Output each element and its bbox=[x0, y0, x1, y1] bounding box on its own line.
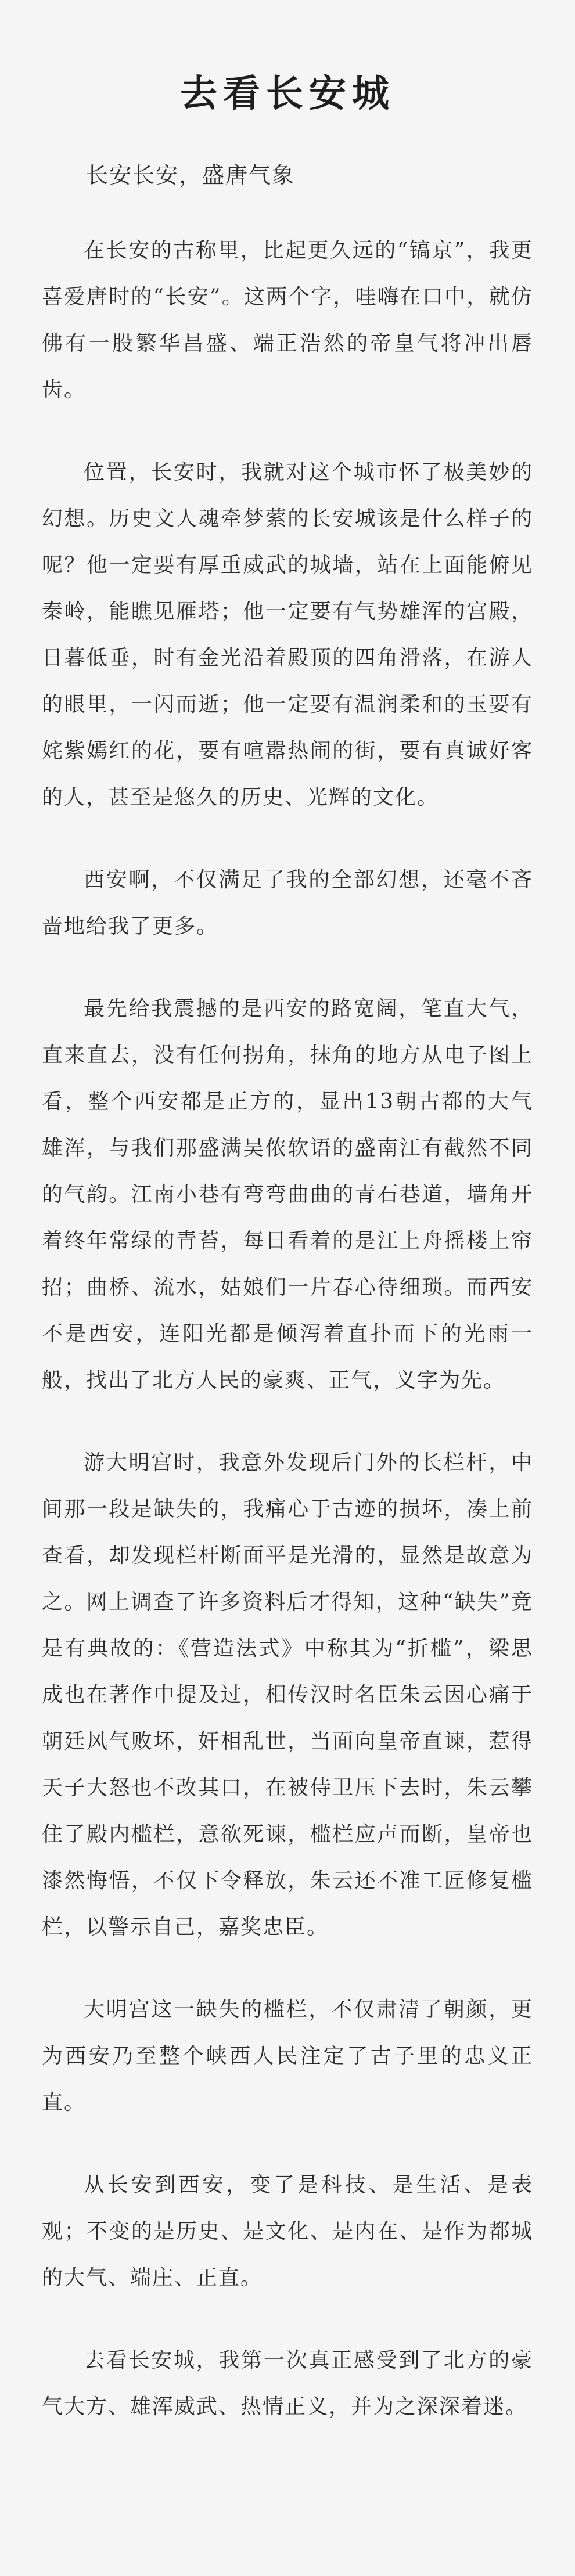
paragraph-3: 西安啊，不仅满足了我的全部幻想，还毫不吝啬地给我了更多。 bbox=[42, 868, 533, 938]
paragraph-7: 从长安到西安，变了是科技、是生活、是表观；不变的是历史、是文化、是内在、是作为都城的大气、端庄、正直。 bbox=[42, 2173, 533, 2290]
paragraph-8: 去看长安城，我第一次真正感受到了北方的豪气大方、雄浑威武、热情正义，并为之深深着迷。 bbox=[42, 2348, 533, 2419]
paragraph-1: 在长安的古称里，比起更久远的“镐京”，我更喜爱唐时的“长安”。这两个字，哇嗨在口中，就仿佛有一股繁华昌盛、端正浩然的帝皇气将冲出唇齿。 bbox=[42, 239, 533, 402]
article-subtitle: 长安长安，盛唐气象 bbox=[86, 163, 296, 188]
paragraph-6: 大明宫这一缺失的槛栏，不仅肃清了朝颜，更为西安乃至整个峡西人民注定了古子里的忠义正直。 bbox=[42, 1998, 533, 2114]
paragraph-5: 游大明宫时，我意外发现后门外的长栏杆，中间那一段是缺失的，我痛心于古迹的损坏，凑上前查看，却发现栏杆断面平是光滑的，显然是故意为之。网上调查了许多资料后才得知，这种“缺失”竟是有典故的：《营造法式》中称其为“折槛”，梁思成也在著作中提及过，相传汉时名臣朱云因心痛于朝廷风气败坏，奸相乱世，当面向皇帝直谏，惹得天子大怒也不改其口，在被侍卫压下去时，朱云攀住了殿内槛栏，意欲死谏，槛栏应声而断，皇帝也漆然悔悟，不仅下令释放，朱云还不准工匠修复槛栏，以警示自己，嘉奖忠臣。 bbox=[42, 1451, 533, 1939]
paragraph-4: 最先给我震撼的是西安的路宽阔，笔直大气，直来直去，没有任何拐角，抹角的地方从电子图上看，整个西安都是正方的，显出13朝古都的大气雄浑，与我们那盛满吴侬软语的盛南江有截然不同的气韵。江南小巷有弯弯曲曲的青石巷道，墙角开着终年常绿的青苔，每日看着的是江上舟摇楼上帘招；曲桥、流水，姑娘们一片春心待细琐。而西安不是西安，连阳光都是倾泻着直扑而下的光雨一般，找出了北方人民的豪爽、正气，义字为先。 bbox=[42, 997, 533, 1392]
article-title: 去看长安城 bbox=[180, 72, 395, 116]
paragraph-2: 位置，长安时，我就对这个城市怀了极美妙的幻想。历史文人魂牵梦萦的长安城该是什么样子的呢？他一定要有厚重威武的城墙，站在上面能俯见秦岭，能瞧见雁塔；他一定要有气势雄浑的宫殿，日暮低垂，时有金光沿着殿顶的四角滑落，在游人的眼里，一闪而逝；他一定要有温润柔和的玉要有姹紫嫣红的花，要有喧嚣热闹的街，要有真诚好客的人，甚至是悠久的历史、光辉的文化。 bbox=[42, 460, 533, 809]
